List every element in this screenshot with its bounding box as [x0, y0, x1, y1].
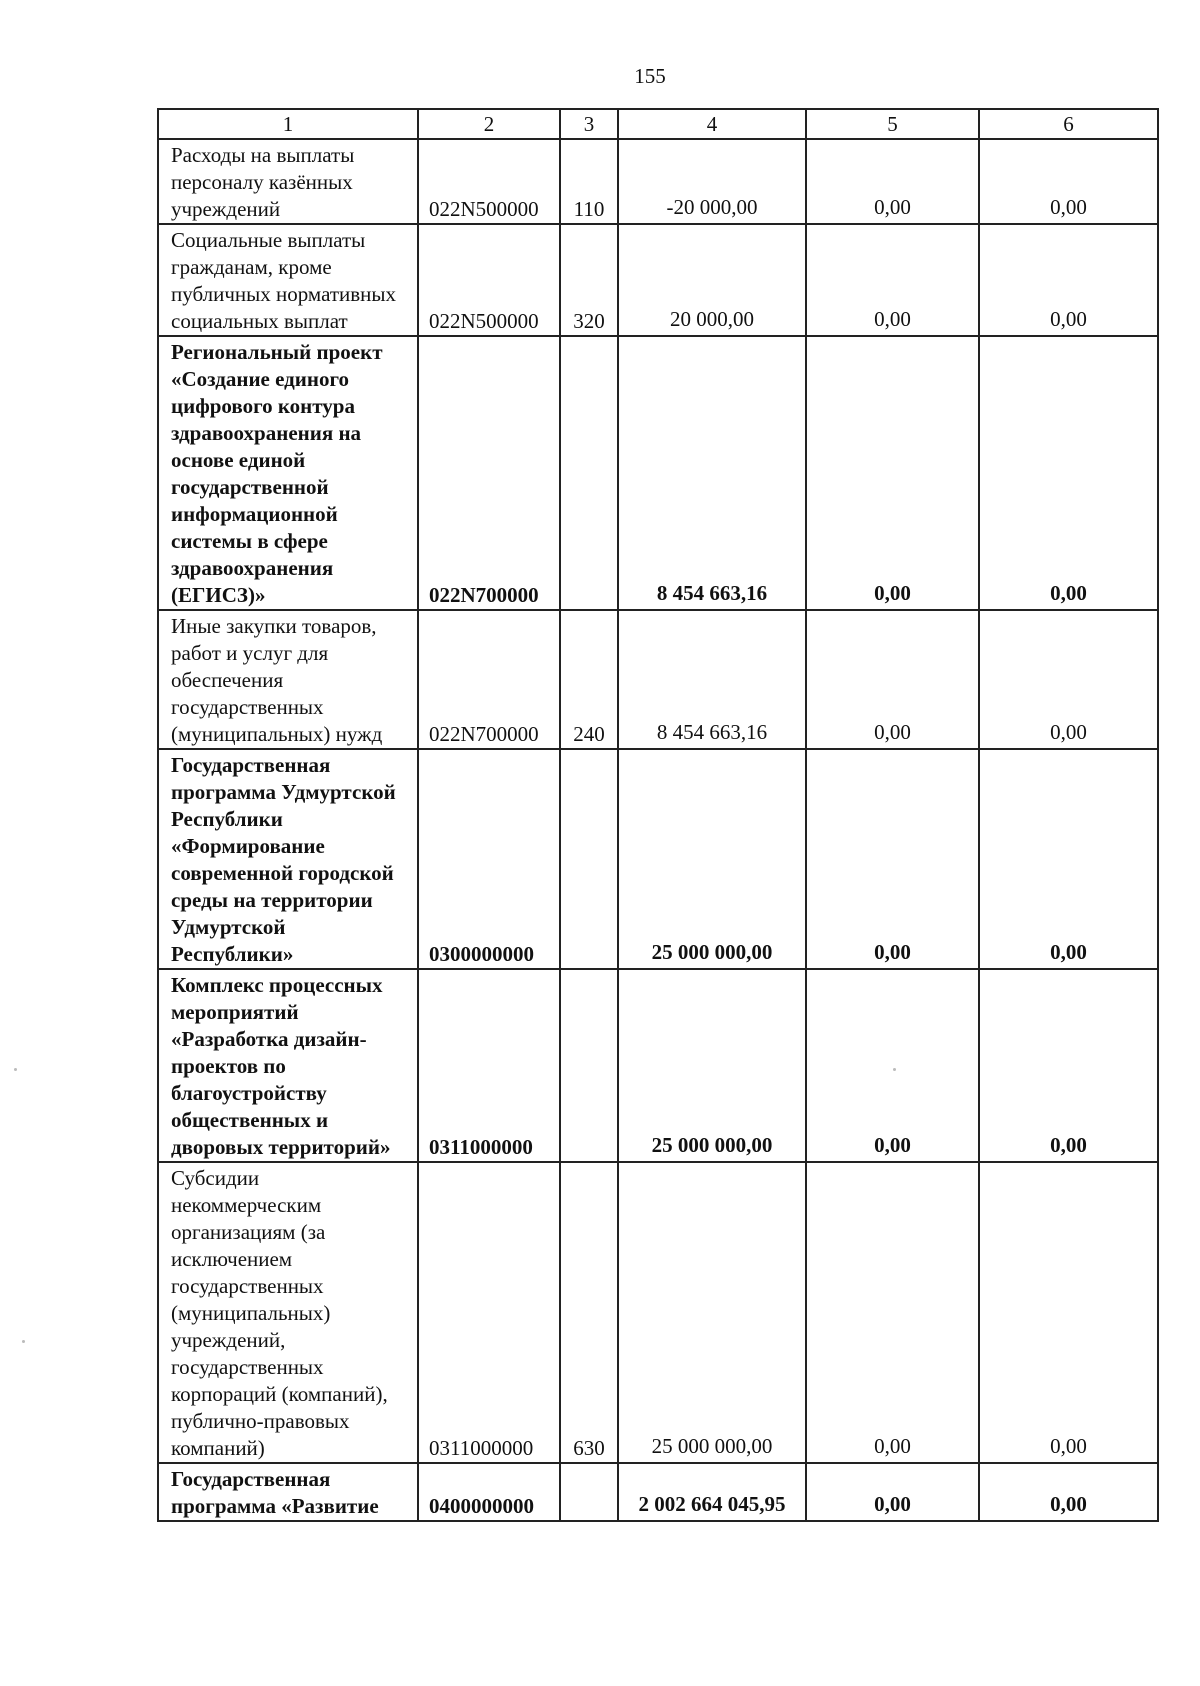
- table-row: [158, 610, 1158, 749]
- row-name-cell: Региональный проект «Создание единого цифрового контура здравоохранения на основе единой государственной информационной системы в сфере здравоохранения (ЕГИСЗ)»: [158, 336, 418, 610]
- amount-col6-cell: 0,00: [979, 610, 1158, 749]
- amount-col6-cell: 0,00: [979, 1463, 1158, 1521]
- page-number: 155: [634, 64, 666, 88]
- table-row: [158, 224, 1158, 336]
- target-code-cell: 0300000000: [418, 749, 560, 969]
- target-code-cell: 022N700000: [418, 610, 560, 749]
- amount-col4-cell: 20 000,00: [618, 224, 806, 336]
- row-name-cell: Социальные выплаты гражданам, кроме публичных нормативных социальных выплат: [158, 224, 418, 336]
- column-header-3: 3: [560, 109, 618, 139]
- expense-type-cell: 240: [560, 610, 618, 749]
- target-code-cell: 0311000000: [418, 969, 560, 1162]
- amount-col5-cell: 0,00: [806, 139, 979, 224]
- amount-col6-cell: 0,00: [979, 969, 1158, 1162]
- column-header-1: 1: [158, 109, 418, 139]
- target-code-cell: 0400000000: [418, 1463, 560, 1521]
- expense-type-cell: [560, 969, 618, 1162]
- expense-type-cell: 320: [560, 224, 618, 336]
- table-header-row: [158, 109, 1158, 139]
- expense-type-cell: [560, 1463, 618, 1521]
- target-code-cell: 022N700000: [418, 336, 560, 610]
- target-code-cell: 0311000000: [418, 1162, 560, 1463]
- amount-col6-cell: 0,00: [979, 749, 1158, 969]
- expense-type-cell: 110: [560, 139, 618, 224]
- amount-col6-cell: 0,00: [979, 224, 1158, 336]
- amount-col5-cell: 0,00: [806, 224, 979, 336]
- column-header-5: 5: [806, 109, 979, 139]
- target-code-cell: 022N500000: [418, 139, 560, 224]
- amount-col4-cell: 25 000 000,00: [618, 969, 806, 1162]
- row-name-cell: Субсидии некоммерческим организациям (за исключением государственных (муниципальных) учреждений, государственных корпораций (компаний), публично-правовых компаний): [158, 1162, 418, 1463]
- expense-type-cell: [560, 336, 618, 610]
- table-row: [158, 336, 1158, 610]
- amount-col4-cell: 8 454 663,16: [618, 336, 806, 610]
- target-code-cell: 022N500000: [418, 224, 560, 336]
- amount-col4-cell: 25 000 000,00: [618, 749, 806, 969]
- table-row: [158, 1162, 1158, 1463]
- amount-col5-cell: 0,00: [806, 749, 979, 969]
- amount-col4-cell: 25 000 000,00: [618, 1162, 806, 1463]
- budget-table: [157, 108, 1159, 1522]
- table-row: [158, 1463, 1158, 1521]
- amount-col5-cell: 0,00: [806, 336, 979, 610]
- expense-type-cell: [560, 749, 618, 969]
- row-name-cell: Иные закупки товаров, работ и услуг для обеспечения государственных (муниципальных) нужд: [158, 610, 418, 749]
- column-header-4: 4: [618, 109, 806, 139]
- amount-col6-cell: 0,00: [979, 336, 1158, 610]
- amount-col5-cell: 0,00: [806, 610, 979, 749]
- amount-col5-cell: 0,00: [806, 1162, 979, 1463]
- scan-speck: [14, 1068, 17, 1071]
- amount-col6-cell: 0,00: [979, 139, 1158, 224]
- scan-speck: [22, 1340, 25, 1343]
- row-name-cell: Государственная программа Удмуртской Республики «Формирование современной городской среды на территории Удмуртской Республики»: [158, 749, 418, 969]
- row-name-cell: Расходы на выплаты персоналу казённых учреждений: [158, 139, 418, 224]
- row-name-cell: Государственная программа «Развитие: [158, 1463, 418, 1521]
- table-row: [158, 139, 1158, 224]
- expense-type-cell: 630: [560, 1162, 618, 1463]
- table-row: [158, 749, 1158, 969]
- amount-col5-cell: 0,00: [806, 969, 979, 1162]
- row-name-cell: Комплекс процессных мероприятий «Разработка дизайн-проектов по благоустройству общественных и дворовых территорий»: [158, 969, 418, 1162]
- amount-col6-cell: 0,00: [979, 1162, 1158, 1463]
- amount-col4-cell: 2 002 664 045,95: [618, 1463, 806, 1521]
- amount-col5-cell: 0,00: [806, 1463, 979, 1521]
- column-header-6: 6: [979, 109, 1158, 139]
- column-header-2: 2: [418, 109, 560, 139]
- table-row: [158, 969, 1158, 1162]
- amount-col4-cell: 8 454 663,16: [618, 610, 806, 749]
- amount-col4-cell: -20 000,00: [618, 139, 806, 224]
